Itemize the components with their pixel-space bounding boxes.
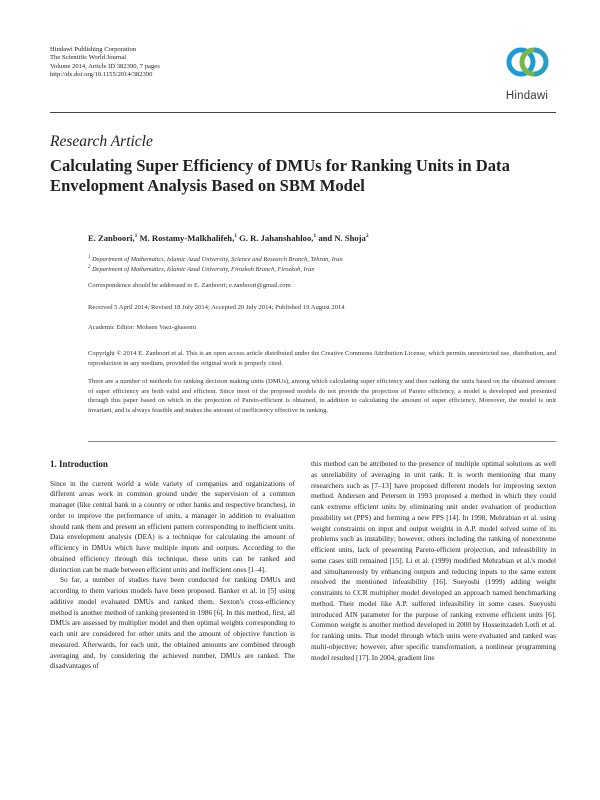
article-title: Calculating Super Efficiency of DMUs for Ranking Units in Data Envelopment Analysis Based on SBM Model [50, 156, 510, 195]
paragraph: this method can be attributed to the presence of multiple optimal solutions as well as unreliability of averaging in unit rank. It is worth mentioning that many researchers such as [7–13] have proposed different models for improving sexton method. Andersen and Petersen in 1993 proposed a method in which they could rank extreme efficient units by eliminating unit under evaluation of production possibility set (PPS) and forming a new PPS [14]. In 1998, Mehrabian et al. using weight constraints on input and output weights in A.P. model solved some of its problems such as instability; however, others including the ranking of nonextreme efficient units, lack of presenting Pareto-efficient projection, and infeasibility in some cases still remained [15]. Li et al. (1999) modified Mehrabian et al.'s model and simultaneously by enhancing outputs and reducing inputs to the same extent resolved the mentioned infeasibility [16]. Sueyoshi (1999) adding weight constraints to CCR multiplier model developed an approach named benchmarking method. Their model like A.P. suffered infeasibility in some cases. Sueyoshi introduced AIN parameter for the purpose of ranking extreme efficient units [6]. Common weight is another method developed in 2000 by Hosseinzadeh Lotfi et al. for ranking units. That model through which units were evaluated and ranked was multi-objective; however, after specific transformation, a nonlinear programming model resulted [17]. In 2004, gradient line [311, 459, 556, 662]
author-affiliation-mark: 1 [313, 233, 317, 240]
author-affiliation-mark: 1 [134, 233, 138, 240]
affiliation-2 [88, 264, 315, 275]
affiliation-1 [88, 254, 343, 265]
header-divider [50, 112, 556, 113]
article-type: Research Article [50, 133, 153, 150]
author-affiliation-mark: 2 [365, 233, 369, 240]
author-name: E. Zanboori, [88, 233, 135, 243]
body-column-left [50, 458, 295, 672]
author-name: and N. Shoja [318, 233, 366, 243]
paragraph: Since in the current world a wide variety of companies and organizations of different areas work in common ground under the supervision of a common manager (like central bank in a country or other banks and respective branches), in order to improve the performance of units, a manager in addition to evaluation should rank them and present an efficient pattern corresponding to inefficient units. Data envelopment analysis (DEA) is a technique for calculating the amount of efficiency in DMUs which have multiple inputs and outputs. According to the obtained efficiency through this technique, these units can be ranked and distinction can be made between efficient units and inefficient ones [1–4]. [50, 478, 295, 574]
abstract: There are a number of methods for ranking decision making units (DMUs), among which calculating super efficiency and then ranking the units based on the obtained amount of super efficiency are both valid and efficient. Since most of the proposed models do not provide the projection of Pareto efficiency, a model is developed and presented through this paper based on which in the projection of Pareto-efficient is obtained, in addition to calculating the amount of super efficiency. Moreover, the model is unit invariant, and is always feasible and makes the amount of inefficiency effective in ranking. [88, 378, 556, 414]
paragraph: So far, a number of studies have been conducted for ranking DMUs and according to them various models have been proposed. Banker et al. in [5] using additive model evaluated DMUs and ranked them. Sexton's cross-efficiency method is another method of ranking presented in 1986 [6]. In this method, first, all DMUs are assessed by multiplier model and then optimal weights corresponding to each unit are considered for other units and the amount of objective function is measured. Afterwards, for each unit, the obtained amounts are combined through averaging and, by considering the achieved number, DMUs are ranked. The disadvantages of [50, 575, 295, 671]
publisher: Hindawi Publishing Corporation [50, 46, 137, 53]
author-name: G. R. Jahanshahloo, [239, 233, 314, 243]
publication-info [50, 46, 160, 79]
publication-dates: Received 5 April 2014; Revised 18 July 2014; Accepted 20 July 2014; Published 19 August 2014 [88, 304, 345, 311]
author-list [88, 233, 369, 243]
hindawi-logo-text: Hindawi [505, 90, 549, 102]
affiliation-text: Department of Mathematics, Islamic Azad University, Firozkoh Branch, Firozkoh, Iran [92, 266, 315, 274]
hindawi-logo-icon [498, 40, 556, 90]
body-column-right [311, 459, 556, 663]
affiliation-number: 2 [88, 265, 91, 270]
author-name: M. Rostamy-Malkhalifeh, [139, 233, 235, 243]
hindawi-logo [498, 40, 556, 106]
affiliation-text: Department of Mathematics, Islamic Azad University, Science and Research Branch, Tehran, Iran [92, 256, 343, 264]
author-affiliation-mark: 1 [234, 233, 237, 240]
volume-line: Volume 2014, Article ID 382390, 7 pages [50, 62, 160, 70]
copyright-notice: Copyright © 2014 E. Zanboori et al. This is an open access article distributed under the Creative Commons Attribution License, which permits unrestricted use, distribution, and reproduction in any medium, provided the original work is properly cited. [88, 350, 556, 367]
affiliation-number: 1 [88, 255, 91, 260]
journal-name: The Scientific World Journal [50, 54, 127, 62]
doi-link[interactable]: http://dx.doi.org/10.1155/2014/382390 [50, 70, 153, 78]
abstract-divider [88, 441, 556, 442]
section-heading: 1. Introduction [50, 459, 108, 469]
correspondence: Correspondence should be addressed to E. Zanboori; e.zanboori@gmail.com [88, 282, 291, 289]
academic-editor: Academic Editor: Mohsen Vaez-ghasemi [88, 324, 197, 331]
